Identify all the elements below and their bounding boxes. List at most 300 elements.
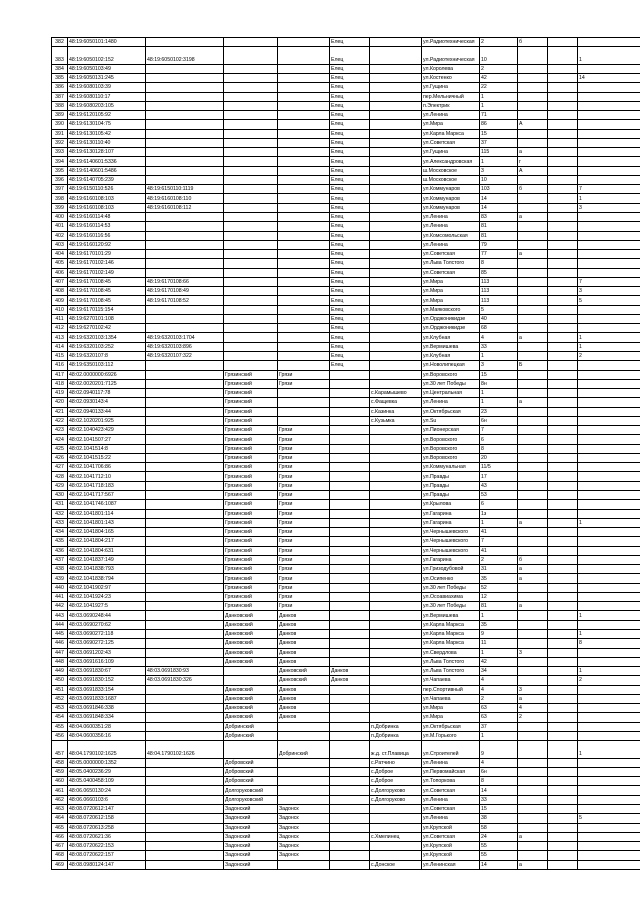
row-number-cell: 448 xyxy=(52,657,68,666)
row-number-cell: 396 xyxy=(52,175,68,184)
row-number-cell: 408 xyxy=(52,287,68,296)
house-number-cell: 24 xyxy=(480,832,518,841)
row-number-cell: 466 xyxy=(52,832,68,841)
settlement-cell xyxy=(370,444,422,453)
house-number-cell: 8н xyxy=(480,379,518,388)
row-number-cell: 388 xyxy=(52,101,68,110)
cadastral-number-cell: 48:19:6160116:56 xyxy=(68,231,146,240)
street-cell: ш.Московское xyxy=(422,175,480,184)
street-cell: ул.Строителей xyxy=(422,741,480,759)
table-row xyxy=(52,305,640,314)
table-row xyxy=(52,175,640,184)
sub-cadastral-number-cell xyxy=(146,74,224,83)
city-cell xyxy=(330,463,370,472)
sub-cadastral-number-cell xyxy=(146,92,224,101)
cadastral-number-cell: 48:19:6080103:39 xyxy=(68,83,146,92)
building-extra-cell xyxy=(548,694,578,703)
street-cell: ул.Гущина xyxy=(422,148,480,157)
street-cell: ул.Советская xyxy=(422,138,480,147)
cadastral-number-cell: 48:02.1041801:143 xyxy=(68,518,146,527)
row-number-cell: 390 xyxy=(52,120,68,129)
cadastral-number-cell: 48:03.0691830:152 xyxy=(68,676,146,685)
settlement-cell xyxy=(370,814,422,823)
premises-number-cell xyxy=(578,157,640,166)
building-extra-cell xyxy=(548,537,578,546)
building-letter-cell xyxy=(518,138,548,147)
house-number-cell: 115 xyxy=(480,148,518,157)
building-letter-cell: а xyxy=(518,565,548,574)
town-cell xyxy=(278,860,330,869)
town-cell: Грязи xyxy=(278,537,330,546)
row-number-cell: 445 xyxy=(52,629,68,638)
cadastral-number-cell: 48:02.1041514:8 xyxy=(68,444,146,453)
city-cell: Елец xyxy=(330,231,370,240)
town-cell: Грязи xyxy=(278,379,330,388)
street-cell: ул.Чапаева xyxy=(422,676,480,685)
city-cell: Елец xyxy=(330,92,370,101)
building-extra-cell xyxy=(548,83,578,92)
district-cell: Данковский xyxy=(224,685,278,694)
table-row xyxy=(52,370,640,379)
sub-cadastral-number-cell xyxy=(146,361,224,370)
building-extra-cell xyxy=(548,574,578,583)
settlement-cell: с.Фащевка xyxy=(370,398,422,407)
street-cell: ул.Гагарина xyxy=(422,555,480,564)
premises-number-cell: 7 xyxy=(578,185,640,194)
settlement-cell xyxy=(370,213,422,222)
building-letter-cell xyxy=(518,731,548,740)
cadastral-number-cell: 48:03.0691833:154 xyxy=(68,685,146,694)
building-extra-cell xyxy=(548,667,578,676)
city-cell: Данков xyxy=(330,676,370,685)
cadastral-number-cell: 48:02.1041927:5 xyxy=(68,602,146,611)
settlement-cell xyxy=(370,546,422,555)
settlement-cell xyxy=(370,676,422,685)
building-extra-cell xyxy=(548,333,578,342)
district-cell xyxy=(224,83,278,92)
row-number-cell: 465 xyxy=(52,823,68,832)
settlement-cell xyxy=(370,268,422,277)
street-cell: ул.Радиотехническая xyxy=(422,38,480,47)
building-extra-cell xyxy=(548,620,578,629)
town-cell xyxy=(278,83,330,92)
sub-cadastral-number-cell: 48:19:6170108:52 xyxy=(146,296,224,305)
town-cell: Задонск xyxy=(278,814,330,823)
building-extra-cell xyxy=(548,555,578,564)
table-row xyxy=(52,231,640,240)
premises-number-cell xyxy=(578,453,640,462)
house-number-cell: 71 xyxy=(480,111,518,120)
settlement-cell xyxy=(370,333,422,342)
city-cell: Елец xyxy=(330,296,370,305)
building-letter-cell xyxy=(518,463,548,472)
premises-number-cell xyxy=(578,777,640,786)
building-extra-cell xyxy=(548,453,578,462)
building-extra-cell xyxy=(548,804,578,813)
settlement-cell: п.Добринка xyxy=(370,722,422,731)
row-number-cell: 461 xyxy=(52,786,68,795)
row-number-cell: 456 xyxy=(52,731,68,740)
premises-number-cell xyxy=(578,786,640,795)
table-row xyxy=(52,518,640,527)
town-cell xyxy=(278,398,330,407)
settlement-cell xyxy=(370,804,422,813)
table-row xyxy=(52,722,640,731)
town-cell xyxy=(278,101,330,110)
settlement-cell: с.Долгоруково xyxy=(370,795,422,804)
town-cell xyxy=(278,138,330,147)
city-cell xyxy=(330,758,370,767)
premises-number-cell xyxy=(578,259,640,268)
row-number-cell: 441 xyxy=(52,592,68,601)
building-letter-cell: а xyxy=(518,694,548,703)
table-row xyxy=(52,500,640,509)
row-number-cell: 404 xyxy=(52,250,68,259)
settlement-cell xyxy=(370,685,422,694)
sub-cadastral-number-cell xyxy=(146,685,224,694)
street-cell: ул.Su xyxy=(422,416,480,425)
house-number-cell: 6 xyxy=(480,500,518,509)
settlement-cell xyxy=(370,185,422,194)
building-letter-cell xyxy=(518,741,548,759)
settlement-cell xyxy=(370,361,422,370)
building-letter-cell xyxy=(518,83,548,92)
table-row xyxy=(52,592,640,601)
district-cell xyxy=(224,120,278,129)
settlement-cell xyxy=(370,704,422,713)
house-number-cell: 1 xyxy=(480,101,518,110)
town-cell xyxy=(278,111,330,120)
table-row xyxy=(52,490,640,499)
premises-number-cell: 2 xyxy=(578,676,640,685)
building-extra-cell xyxy=(548,481,578,490)
city-cell: Елец xyxy=(330,342,370,351)
house-number-cell: 1 xyxy=(480,398,518,407)
building-letter-cell xyxy=(518,416,548,425)
settlement-cell xyxy=(370,667,422,676)
premises-number-cell xyxy=(578,213,640,222)
building-letter-cell xyxy=(518,629,548,638)
row-number-cell: 453 xyxy=(52,704,68,713)
table-row xyxy=(52,324,640,333)
building-letter-cell: а xyxy=(518,518,548,527)
row-number-cell: 397 xyxy=(52,185,68,194)
street-cell: ул.Комсомольская xyxy=(422,231,480,240)
city-cell xyxy=(330,537,370,546)
building-extra-cell xyxy=(548,324,578,333)
premises-number-cell xyxy=(578,490,640,499)
building-extra-cell xyxy=(548,157,578,166)
settlement-cell xyxy=(370,47,422,65)
premises-number-cell xyxy=(578,370,640,379)
street-cell: ул.Ленина xyxy=(422,222,480,231)
settlement-cell xyxy=(370,166,422,175)
building-letter-cell xyxy=(518,314,548,323)
table-row xyxy=(52,389,640,398)
row-number-cell: 437 xyxy=(52,555,68,564)
settlement-cell: с.Доброе xyxy=(370,767,422,776)
building-extra-cell xyxy=(548,565,578,574)
town-cell xyxy=(278,777,330,786)
street-cell: ул.М.Горького xyxy=(422,731,480,740)
building-letter-cell xyxy=(518,231,548,240)
premises-number-cell xyxy=(578,463,640,472)
premises-number-cell: 1 xyxy=(578,342,640,351)
house-number-cell: 7 xyxy=(480,537,518,546)
premises-number-cell xyxy=(578,758,640,767)
settlement-cell xyxy=(370,823,422,832)
building-letter-cell xyxy=(518,453,548,462)
row-number-cell: 425 xyxy=(52,444,68,453)
premises-number-cell xyxy=(578,842,640,851)
cadastral-number-cell: 48:19:6160108:103 xyxy=(68,203,146,212)
cadastral-number-cell: 48:19:6170102:149 xyxy=(68,268,146,277)
city-cell xyxy=(330,389,370,398)
cadastral-number-cell: 48:19:6160120:92 xyxy=(68,240,146,249)
sub-cadastral-number-cell: 48:03.0691830:93 xyxy=(146,667,224,676)
row-number-cell: 421 xyxy=(52,407,68,416)
building-extra-cell xyxy=(548,352,578,361)
row-number-cell: 462 xyxy=(52,795,68,804)
row-number-cell: 460 xyxy=(52,777,68,786)
town-cell: Данков xyxy=(278,639,330,648)
district-cell: Грязинский xyxy=(224,453,278,462)
premises-number-cell xyxy=(578,398,640,407)
town-cell xyxy=(278,352,330,361)
city-cell xyxy=(330,620,370,629)
table-row xyxy=(52,222,640,231)
house-number-cell: 6 xyxy=(480,435,518,444)
district-cell xyxy=(224,166,278,175)
town-cell xyxy=(278,277,330,286)
district-cell: Грязинский xyxy=(224,416,278,425)
district-cell: Грязинский xyxy=(224,389,278,398)
building-letter-cell: б xyxy=(518,555,548,564)
table-row xyxy=(52,694,640,703)
city-cell: Елец xyxy=(330,361,370,370)
sub-cadastral-number-cell xyxy=(146,629,224,638)
town-cell: Грязи xyxy=(278,453,330,462)
house-number-cell: 12 xyxy=(480,592,518,601)
premises-number-cell xyxy=(578,138,640,147)
row-number-cell: 450 xyxy=(52,676,68,685)
district-cell: Грязинский xyxy=(224,407,278,416)
row-number-cell: 387 xyxy=(52,92,68,101)
town-cell xyxy=(278,64,330,73)
cadastral-number-cell: 48:19:6140601:5336 xyxy=(68,157,146,166)
district-cell xyxy=(224,38,278,47)
row-number-cell: 418 xyxy=(52,379,68,388)
premises-number-cell xyxy=(578,583,640,592)
cadastral-number-cell: 48:19:6150110:526 xyxy=(68,185,146,194)
settlement-cell xyxy=(370,138,422,147)
district-cell xyxy=(224,296,278,305)
cadastral-number-cell: 48:03.0691846:338 xyxy=(68,704,146,713)
table-row xyxy=(52,64,640,73)
row-number-cell: 402 xyxy=(52,231,68,240)
town-cell xyxy=(278,166,330,175)
table-row xyxy=(52,157,640,166)
building-letter-cell xyxy=(518,277,548,286)
building-letter-cell xyxy=(518,287,548,296)
premises-number-cell xyxy=(578,657,640,666)
sub-cadastral-number-cell xyxy=(146,860,224,869)
district-cell: Грязинский xyxy=(224,537,278,546)
house-number-cell: 14 xyxy=(480,194,518,203)
table-row xyxy=(52,426,640,435)
table-body xyxy=(52,38,640,870)
building-letter-cell xyxy=(518,667,548,676)
table-row xyxy=(52,166,640,175)
premises-number-cell xyxy=(578,407,640,416)
premises-number-cell: 5 xyxy=(578,814,640,823)
building-letter-cell xyxy=(518,444,548,453)
building-extra-cell xyxy=(548,240,578,249)
sub-cadastral-number-cell xyxy=(146,851,224,860)
building-letter-cell xyxy=(518,823,548,832)
premises-number-cell xyxy=(578,250,640,259)
table-row xyxy=(52,472,640,481)
settlement-cell: с.Донское xyxy=(370,860,422,869)
premises-number-cell xyxy=(578,620,640,629)
district-cell: Грязинский xyxy=(224,426,278,435)
building-letter-cell: А xyxy=(518,120,548,129)
sub-cadastral-number-cell: 48:04.1790102:1626 xyxy=(146,741,224,759)
building-extra-cell xyxy=(548,472,578,481)
house-number-cell: 63 xyxy=(480,713,518,722)
sub-cadastral-number-cell xyxy=(146,620,224,629)
premises-number-cell: 1 xyxy=(578,518,640,527)
building-extra-cell xyxy=(548,213,578,222)
settlement-cell xyxy=(370,500,422,509)
table-row xyxy=(52,860,640,869)
table-row xyxy=(52,842,640,851)
row-number-cell: 467 xyxy=(52,842,68,851)
row-number-cell: 389 xyxy=(52,111,68,120)
settlement-cell xyxy=(370,111,422,120)
city-cell xyxy=(330,767,370,776)
district-cell xyxy=(224,111,278,120)
city-cell: Елец xyxy=(330,175,370,184)
town-cell: Грязи xyxy=(278,574,330,583)
house-number-cell: 42 xyxy=(480,657,518,666)
table-row xyxy=(52,851,640,860)
district-cell xyxy=(224,259,278,268)
premises-number-cell: 1 xyxy=(578,333,640,342)
city-cell xyxy=(330,860,370,869)
building-letter-cell: 2 xyxy=(518,713,548,722)
building-letter-cell xyxy=(518,509,548,518)
street-cell: ул.Гагарина xyxy=(422,518,480,527)
building-extra-cell xyxy=(548,490,578,499)
building-extra-cell xyxy=(548,611,578,620)
house-number-cell: 3 xyxy=(480,361,518,370)
building-extra-cell xyxy=(548,758,578,767)
settlement-cell xyxy=(370,277,422,286)
cadastral-number-cell: 48:19:6170101:29 xyxy=(68,250,146,259)
street-cell: ул.Центральная xyxy=(422,389,480,398)
premises-number-cell xyxy=(578,426,640,435)
row-number-cell: 451 xyxy=(52,685,68,694)
settlement-cell xyxy=(370,472,422,481)
city-cell: Елец xyxy=(330,352,370,361)
cadastral-number-cell: 48:19:6050131:245 xyxy=(68,74,146,83)
sub-cadastral-number-cell xyxy=(146,509,224,518)
row-number-cell: 398 xyxy=(52,194,68,203)
sub-cadastral-number-cell xyxy=(146,120,224,129)
district-cell: Грязинский xyxy=(224,379,278,388)
street-cell: ул.Советская xyxy=(422,804,480,813)
settlement-cell xyxy=(370,481,422,490)
cadastral-number-cell: 48:19:6140705:239 xyxy=(68,175,146,184)
row-number-cell: 434 xyxy=(52,528,68,537)
building-letter-cell xyxy=(518,795,548,804)
table-row xyxy=(52,287,640,296)
premises-number-cell xyxy=(578,823,640,832)
district-cell: Грязинский xyxy=(224,509,278,518)
sub-cadastral-number-cell xyxy=(146,639,224,648)
cadastral-number-cell: 48:04.0600351:28 xyxy=(68,722,146,731)
table-row xyxy=(52,704,640,713)
house-number-cell: 6н xyxy=(480,767,518,776)
district-cell: Грязинский xyxy=(224,435,278,444)
premises-number-cell: 1 xyxy=(578,47,640,65)
sub-cadastral-number-cell xyxy=(146,795,224,804)
district-cell xyxy=(224,268,278,277)
premises-number-cell: 5 xyxy=(578,296,640,305)
premises-number-cell xyxy=(578,231,640,240)
town-cell xyxy=(278,157,330,166)
street-cell: ул.Орджоникидзе xyxy=(422,314,480,323)
city-cell xyxy=(330,528,370,537)
row-number-cell: 440 xyxy=(52,583,68,592)
district-cell xyxy=(224,277,278,286)
building-letter-cell xyxy=(518,129,548,138)
city-cell xyxy=(330,722,370,731)
street-cell: ул.Воровского xyxy=(422,370,480,379)
row-number-cell: 391 xyxy=(52,129,68,138)
town-cell xyxy=(278,92,330,101)
house-number-cell: 4 xyxy=(480,676,518,685)
street-cell: ул.Осипенко xyxy=(422,574,480,583)
premises-number-cell xyxy=(578,731,640,740)
town-cell: Задонск xyxy=(278,823,330,832)
town-cell: Грязи xyxy=(278,472,330,481)
sub-cadastral-number-cell xyxy=(146,832,224,841)
house-number-cell: 8 xyxy=(480,444,518,453)
street-cell: ул.Первомайская xyxy=(422,767,480,776)
cadastral-number-cell: 48:19:6130128:107 xyxy=(68,148,146,157)
building-extra-cell xyxy=(548,296,578,305)
cadastral-number-cell: 48:02.1041801:114 xyxy=(68,509,146,518)
table-row xyxy=(52,203,640,212)
cadastral-number-cell: 48:02.0940133:44 xyxy=(68,407,146,416)
building-extra-cell xyxy=(548,250,578,259)
district-cell xyxy=(224,148,278,157)
building-extra-cell xyxy=(548,685,578,694)
city-cell: Елец xyxy=(330,83,370,92)
building-letter-cell: а xyxy=(518,333,548,342)
row-number-cell: 400 xyxy=(52,213,68,222)
cadastral-number-cell: 48:05.0400236:29 xyxy=(68,767,146,776)
house-number-cell: 1 xyxy=(480,731,518,740)
town-cell xyxy=(278,47,330,65)
settlement-cell xyxy=(370,490,422,499)
building-letter-cell: Б xyxy=(518,361,548,370)
cadastral-number-cell: 48:08.0720622:157 xyxy=(68,851,146,860)
building-extra-cell xyxy=(548,231,578,240)
sub-cadastral-number-cell: 48:19:6160108:110 xyxy=(146,194,224,203)
